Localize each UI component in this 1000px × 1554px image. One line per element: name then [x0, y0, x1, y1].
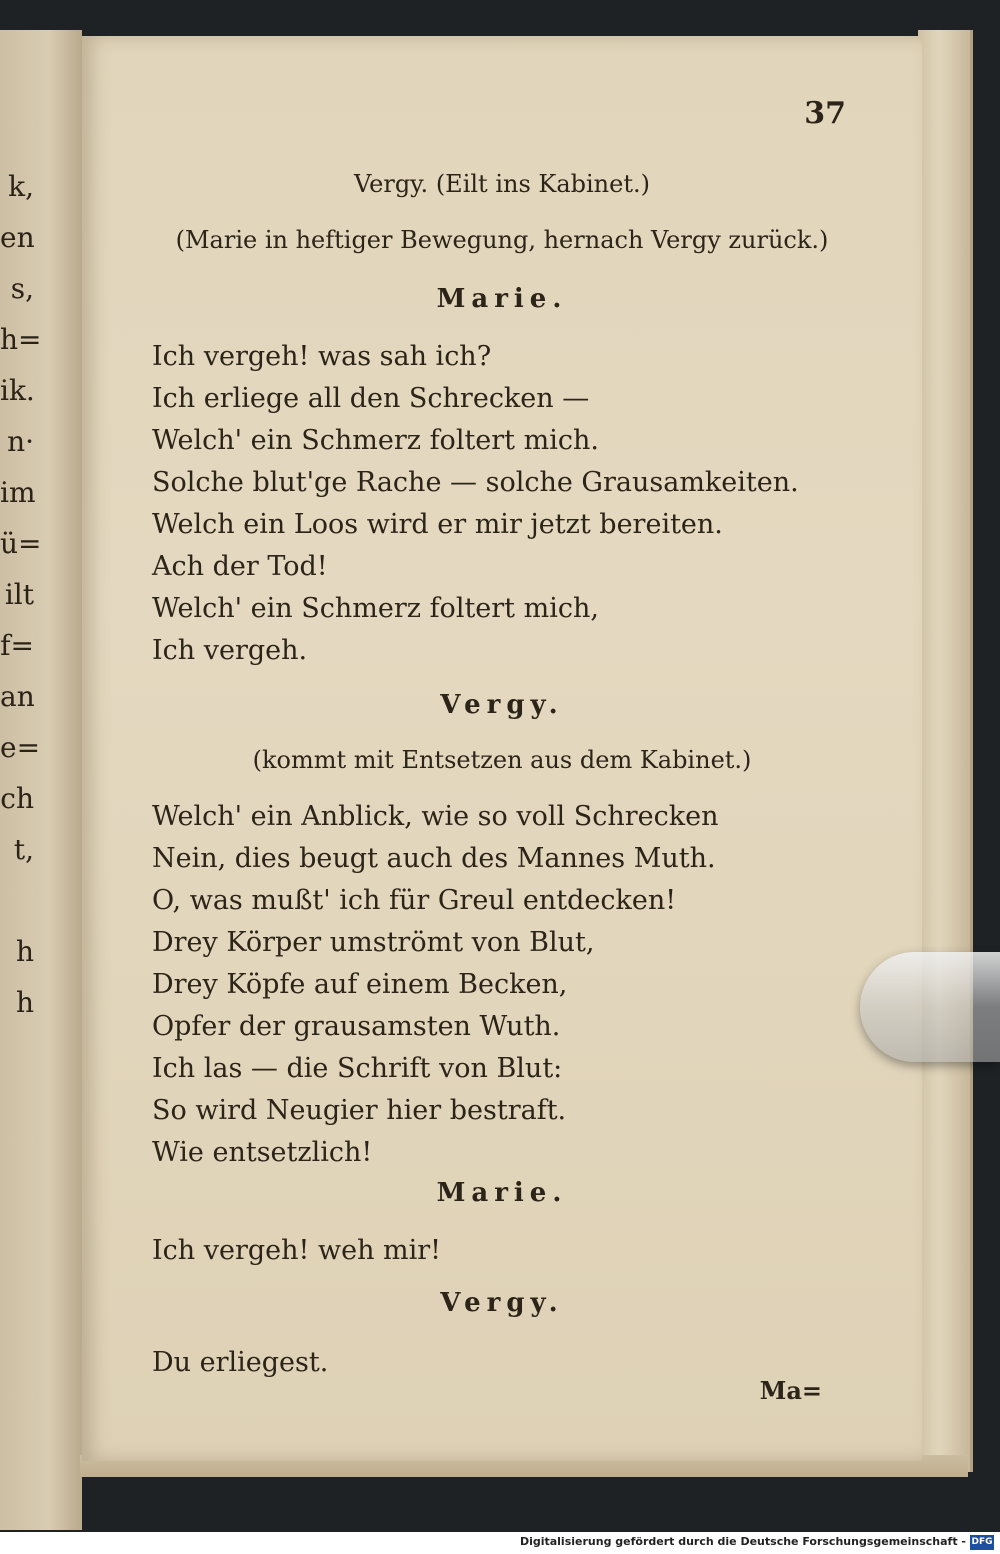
- stage-direction-1: Vergy. (Eilt ins Kabinet.): [354, 170, 650, 198]
- speaker-vergy-1: Vergy.: [440, 690, 564, 720]
- glass-page-weight: [860, 952, 1000, 1062]
- page-number: 37: [804, 96, 846, 131]
- verse-line: Nein, dies beugt auch des Mannes Muth.: [152, 843, 716, 874]
- left-page-fragment: h: [15, 986, 34, 1019]
- left-page-fragment: h=: [0, 323, 42, 356]
- left-page-fragment: s,: [10, 272, 34, 305]
- verse-line: Ich vergeh! was sah ich?: [152, 341, 492, 372]
- left-page-fragment: an: [0, 680, 35, 713]
- verse-line: Wie entsetzlich!: [152, 1137, 373, 1168]
- verse-line: O, was mußt' ich für Greul entdecken!: [152, 885, 677, 916]
- verse-line: Welch' ein Schmerz foltert mich,: [152, 593, 599, 624]
- stage-direction-2: (Marie in heftiger Bewegung, hernach Vergy zurück.): [175, 226, 829, 254]
- catchword: Ma=: [759, 1376, 822, 1405]
- verse-line: Welch ein Loos wird er mir jetzt bereiten.: [152, 509, 723, 540]
- page-stack-edge: [918, 30, 973, 1472]
- left-page-fragment: n·: [7, 425, 34, 458]
- left-page-fragment: f=: [0, 629, 34, 662]
- verse-line: Drey Köpfe auf einem Becken,: [152, 969, 568, 1000]
- verse-line: Welch' ein Anblick, wie so voll Schrecken: [152, 801, 719, 832]
- verse-line: So wird Neugier hier bestraft.: [152, 1095, 567, 1126]
- left-page-fragment: ik.: [0, 374, 35, 407]
- verse-block-3: [152, 1230, 441, 1272]
- speaker-marie-1: Marie.: [436, 284, 568, 314]
- left-page-fragment: im: [0, 476, 36, 509]
- verse-line: Ich erliege all den Schrecken —: [152, 383, 590, 414]
- dfg-logo: DFG: [970, 1535, 994, 1550]
- verse-block-1: [152, 336, 799, 672]
- verse-line: Ach der Tod!: [152, 551, 328, 582]
- stage-direction-3: (kommt mit Entsetzen aus dem Kabinet.): [252, 746, 752, 774]
- verse-block-4: [152, 1342, 328, 1384]
- left-page-fragment: [0, 875, 82, 926]
- left-page-fragment: en: [0, 221, 35, 254]
- left-page-fragment: e=: [0, 731, 41, 764]
- left-page-edge: [0, 30, 82, 1530]
- verse-line: Ich vergeh! weh mir!: [152, 1235, 442, 1266]
- verse-line: Solche blut'ge Rache — solche Grausamkeiten.: [152, 467, 799, 498]
- speaker-marie-2: Marie.: [436, 1178, 568, 1208]
- left-page-fragment: t,: [13, 833, 34, 866]
- left-page-fragment: k,: [8, 170, 34, 203]
- left-page-fragments: [0, 110, 82, 1028]
- verse-line: Welch' ein Schmerz foltert mich.: [152, 425, 599, 456]
- footer-bar: [0, 1532, 1000, 1554]
- speaker-vergy-2: Vergy.: [440, 1288, 564, 1318]
- verse-line: Du erliegest.: [152, 1347, 329, 1378]
- verse-line: Ich las — die Schrift von Blut:: [152, 1053, 563, 1084]
- book-page: [82, 36, 922, 1461]
- verse-line: Drey Körper umströmt von Blut,: [152, 927, 595, 958]
- left-page-fragment: ü=: [0, 527, 42, 560]
- footer-credit: Digitalisierung gefördert durch die Deutsche Forschungsgemeinschaft -: [519, 1535, 966, 1548]
- verse-line: Opfer der grausamsten Wuth.: [152, 1011, 561, 1042]
- left-page-fragment: [0, 110, 82, 161]
- verse-line: Ich vergeh.: [152, 635, 308, 666]
- verse-block-2: [152, 796, 718, 1174]
- left-page-fragment: ilt: [4, 578, 34, 611]
- left-page-fragment: ch: [0, 782, 34, 815]
- left-page-fragment: h: [15, 935, 34, 968]
